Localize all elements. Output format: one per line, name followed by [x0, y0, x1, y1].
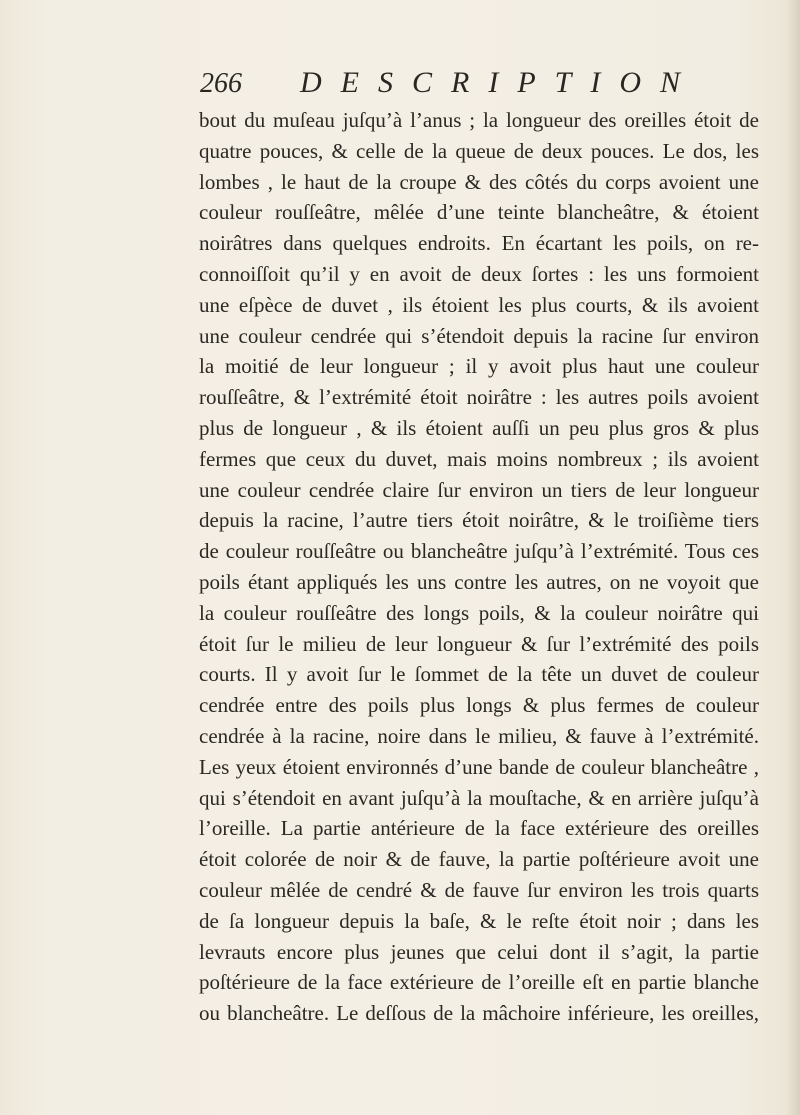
text-line: depuis la racine, l’autre tiers étoit noirâtre, & le troiſième tiers	[199, 508, 759, 533]
text-line: plus de longueur , & ils étoient auſſi un peu plus gros & plus	[199, 415, 759, 440]
text-line: de couleur rouſſeâtre ou blancheâtre juſqu’à l’extrémité. Tous ces	[199, 539, 759, 564]
body-text	[199, 105, 759, 1029]
text-line: quatre pouces, & celle de la queue de deux pouces. Le dos, les	[199, 138, 759, 163]
text-line: l’oreille. La partie antérieure de la face extérieure des oreilles	[199, 816, 759, 841]
text-line: de ſa longueur depuis la baſe, & le reſte étoit noir ; dans les	[199, 908, 759, 933]
text-line: une couleur cendrée claire ſur environ un tiers de leur longueur	[199, 477, 759, 502]
text-line: poils étant appliqués les uns contre les autres, on ne voyoit que	[199, 569, 759, 594]
text-line: rouſſeâtre, & l’extrémité étoit noirâtre : les autres poils avoient	[199, 385, 759, 410]
text-line: courts. Il y avoit ſur le ſommet de la tête un duvet de couleur	[199, 662, 759, 687]
text-line: levrauts encore plus jeunes que celui dont il s’agit, la partie	[199, 939, 759, 964]
text-line: étoit colorée de noir & de fauve, la partie poſtérieure avoit une	[199, 847, 759, 872]
text-line: ou blancheâtre. Le deſſous de la mâchoire inférieure, les oreilles,	[199, 1001, 759, 1026]
text-line: couleur rouſſeâtre, mêlée d’une teinte blancheâtre, & étoient	[199, 200, 759, 225]
text-line: poſtérieure de la face extérieure de l’oreille eſt en partie blanche	[199, 970, 759, 995]
text-line: lombes , le haut de la croupe & des côtés du corps avoient une	[199, 169, 759, 194]
running-title: DESCRIPTION	[300, 66, 699, 99]
text-line: noirâtres dans quelques endroits. En écartant les poils, on re-	[199, 231, 759, 256]
text-line: une couleur cendrée qui s’étendoit depuis la racine ſur environ	[199, 323, 759, 348]
text-line: la couleur rouſſeâtre des longs poils, & la couleur noirâtre qui	[199, 600, 759, 625]
text-line: qui s’étendoit en avant juſqu’à la mouſtache, & en arrière juſqu’à	[199, 785, 759, 810]
text-line: cendrée à la racine, noire dans le milieu, & fauve à l’extrémité.	[199, 723, 759, 748]
text-line: couleur mêlée de cendré & de fauve ſur environ les trois quarts	[199, 877, 759, 902]
text-line: connoiſſoit qu’il y en avoit de deux ſortes : les uns formoient	[199, 261, 759, 286]
text-line: la moitié de leur longueur ; il y avoit plus haut une couleur	[199, 354, 759, 379]
page-edge-shadow	[786, 0, 800, 1115]
text-line: étoit ſur le milieu de leur longueur & ſur l’extrémité des poils	[199, 631, 759, 656]
text-line: Les yeux étoient environnés d’une bande de couleur blancheâtre ,	[199, 754, 759, 779]
text-line: fermes que ceux du duvet, mais moins nombreux ; ils avoient	[199, 446, 759, 471]
text-line: une eſpèce de duvet , ils étoient les plus courts, & ils avoient	[199, 292, 759, 317]
text-line: bout du muſeau juſqu’à l’anus ; la longueur des oreilles étoit de	[199, 108, 759, 132]
page-number: 266	[200, 68, 242, 99]
page-header	[200, 60, 760, 100]
text-line: cendrée entre des poils plus longs & plus fermes de couleur	[199, 693, 759, 718]
